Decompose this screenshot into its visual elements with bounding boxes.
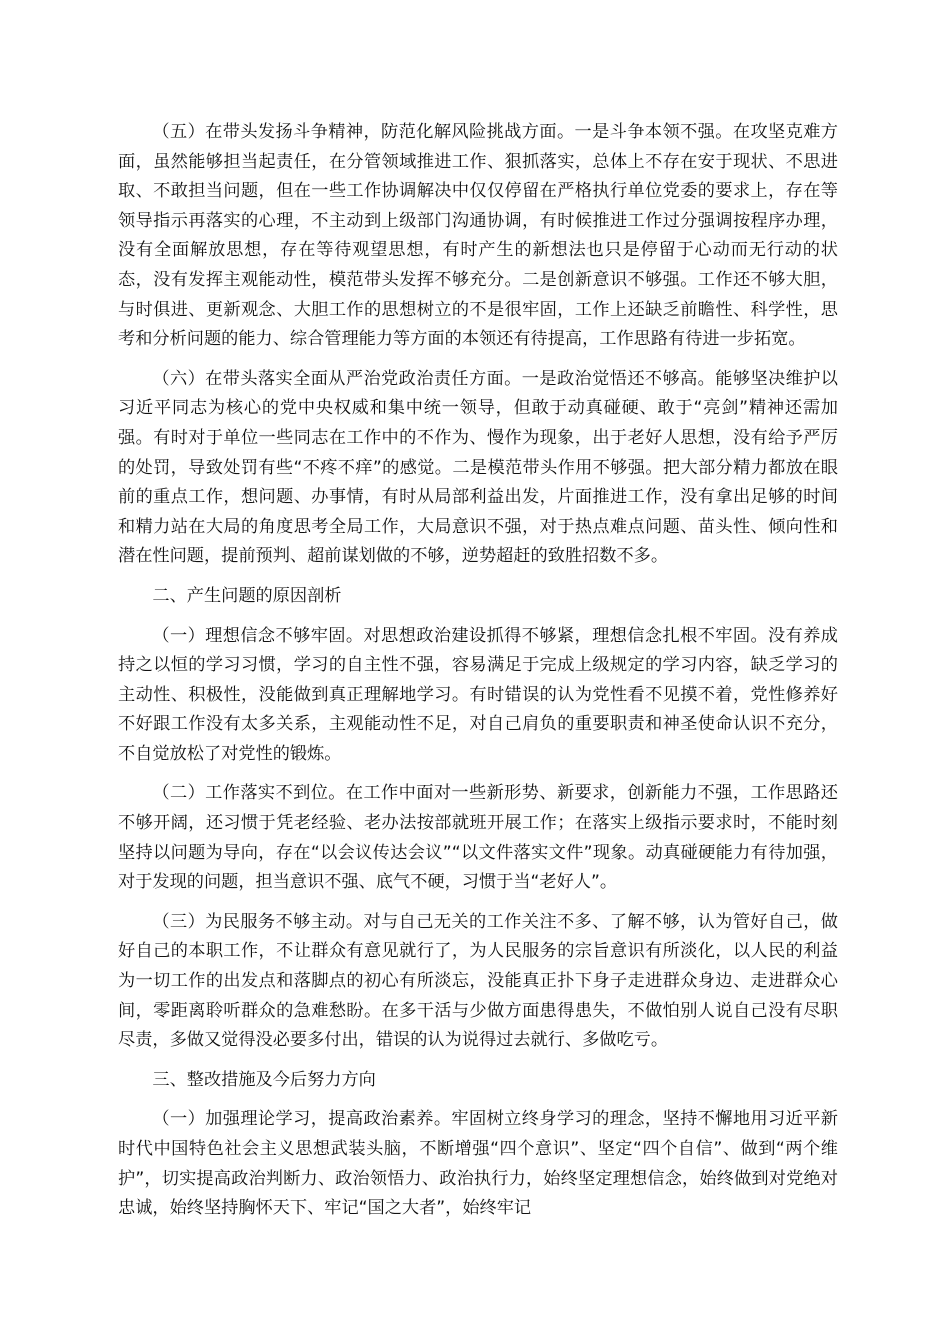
paragraph-cause-2: （二）工作落实不到位。在工作中面对一些新形势、新要求，创新能力不强，工作思路还不够开阔，还习惯于凭老经验、老办法按部就班开展工作；在落实上级指示要求时，不能时刻坚持以问题为导向，存在“以会议传达会议”“以文件落实文件”现象。动真碰硬能力有待加强，对于发现的问题，担当意识不强、底气不硬，习惯于当“老好人”。	[118, 783, 838, 893]
paragraph-cause-1: （一）理想信念不够牢固。对思想政治建设抓得不够紧，理想信念扎根不牢固。没有养成持之以恒的学习习惯，学习的自主性不强，容易满足于完成上级规定的学习内容，缺乏学习的主动性、积极性，没能做到真正理解地学习。有时错误的认为党性看不见摸不着，党性修养好不好跟工作没有太多关系，主观能动性不足，对自己肩负的重要职责和神圣使命认识不充分，不自觉放松了对党性的锻炼。	[118, 625, 838, 764]
paragraph-section-6: （六）在带头落实全面从严治党政治责任方面。一是政治觉悟还不够高。能够坚决维护以习近平同志为核心的党中央权威和集中统一领导，但敢于动真碰硬、敢于“亮剑”精神还需加强。有时对于单位一些同志在工作中的不作为、慢作为现象，出于老好人思想，没有给予严厉的处罚，导致处罚有些“不疼不痒”的感觉。二是模范带头作用不够强。把大部分精力都放在眼前的重点工作，想问题、办事情，有时从局部利益出发，片面推进工作，没有拿出足够的时间和精力站在大局的角度思考全局工作，大局意识不强，对于热点难点问题、苗头性、倾向性和潜在性问题，提前预判、超前谋划做的不够，逆势超赶的致胜招数不多。	[118, 368, 838, 567]
heading-rectification: 三、整改措施及今后努力方向	[152, 1069, 376, 1090]
document-body	[118, 118, 838, 1234]
paragraph-rectification-1: （一）加强理论学习，提高政治素养。牢固树立终身学习的理念，坚持不懈地用习近平新时代中国特色社会主义思想武装头脑，不断增强“四个意识”、坚定“四个自信”、做到“两个维护”，切实提高政治判断力、政治领悟力、政治执行力，始终坚定理想信念，始终做到对党绝对忠诚，始终坚持胸怀天下、牢记“国之大者”，始终牢记	[118, 1109, 838, 1219]
heading-cause-analysis: 二、产生问题的原因剖析	[152, 585, 342, 606]
paragraph-cause-3: （三）为民服务不够主动。对与自己无关的工作关注不多、了解不够，认为管好自己，做好自己的本职工作，不让群众有意见就行了，为人民服务的宗旨意识有所淡化，以人民的利益为一切工作的出发点和落脚点的初心有所淡忘，没能真正扑下身子走进群众身边、走进群众心间，零距离聆听群众的急难愁盼。在多干活与少做方面患得患失，不做怕别人说自己没有尽职尽责，多做又觉得没必要多付出，错误的认为说得过去就行、多做吃亏。	[118, 911, 838, 1051]
paragraph-section-5: （五）在带头发扬斗争精神，防范化解风险挑战方面。一是斗争本领不强。在攻坚克难方面，虽然能够担当起责任，在分管领域推进工作、狠抓落实，总体上不存在安于现状、不思进取、不敢担当问题，但在一些工作协调解决中仅仅停留在严格执行单位党委的要求上，存在等领导指示再落实的心理，不主动到上级部门沟通协调，有时候推进工作过分强调按程序办理，没有全面解放思想，存在等待观望思想，有时产生的新想法也只是停留于心动而无行动的状态，没有发挥主观能动性，模范带头发挥不够充分。二是创新意识不够强。工作还不够大胆，与时俱进、更新观念、大胆工作的思想树立的不是很牢固，工作上还缺乏前瞻性、科学性，思考和分析问题的能力、综合管理能力等方面的本领还有待提高，工作思路有待进一步拓宽。	[118, 122, 838, 350]
